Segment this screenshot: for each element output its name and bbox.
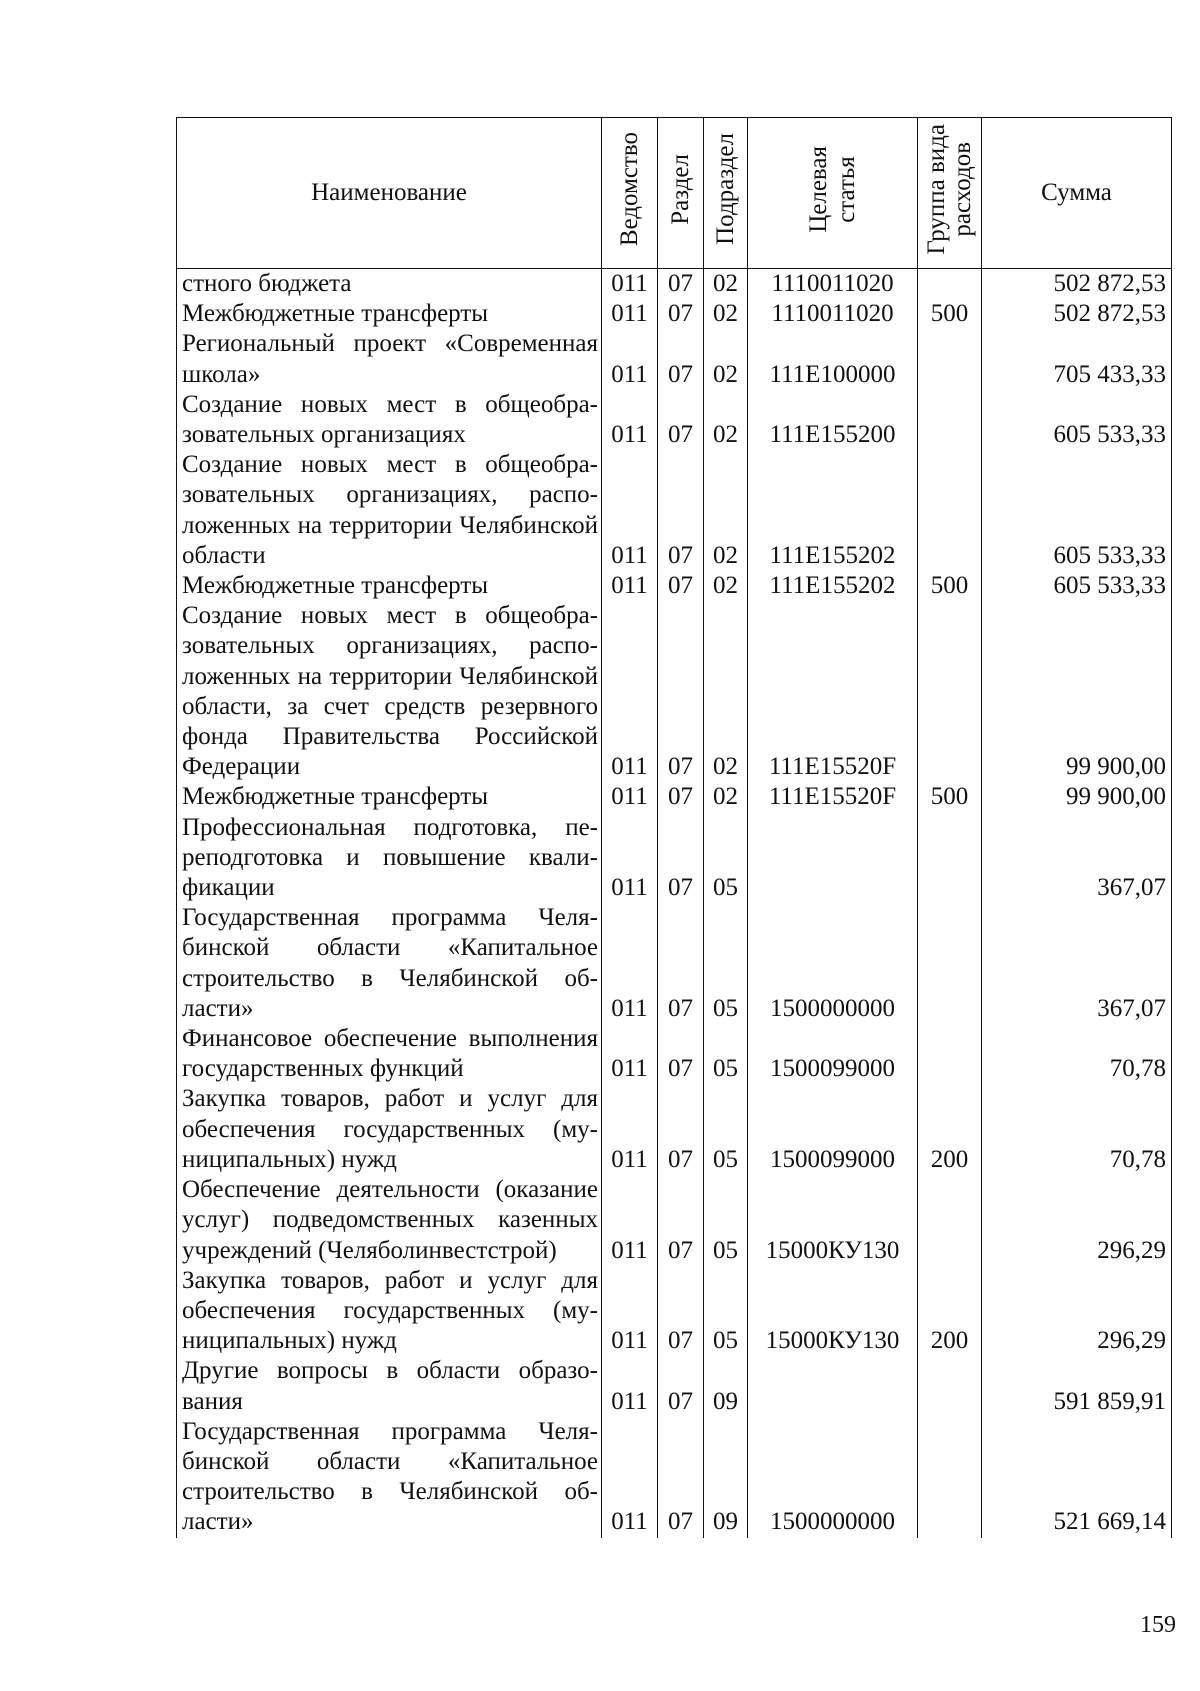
row-celevaya-cell — [748, 813, 918, 904]
row-razdel-cell: 07 — [658, 1024, 704, 1084]
row-gruppa-cell — [918, 813, 982, 904]
table-row — [177, 1417, 1172, 1538]
row-ved-cell: 011 — [602, 571, 658, 601]
header-gruppa — [918, 118, 982, 269]
page-number: 159 — [1140, 1612, 1176, 1638]
header-razdel-label: Раздел — [666, 153, 694, 225]
row-razdel-cell: 07 — [658, 299, 704, 329]
budget-table — [176, 117, 1172, 1538]
row-summa-cell: 591 859,91 — [982, 1356, 1172, 1416]
header-podrazdel — [704, 118, 748, 269]
row-name-cell: Финансовое обеспечение выполнения государственных функций — [177, 1024, 602, 1084]
table-row — [177, 1175, 1172, 1266]
table-row — [177, 813, 1172, 904]
row-podrazdel-cell: 05 — [704, 1084, 748, 1175]
row-name-cell: Закупка товаров, работ и услуг для обеспечения государственных (муниципальных) нужд — [177, 1084, 602, 1175]
row-name-cell: Региональный проект «Современная школа» — [177, 329, 602, 389]
row-celevaya-cell: 111E15520F — [748, 782, 918, 812]
row-ved-cell: 011 — [602, 329, 658, 389]
row-podrazdel-cell: 02 — [704, 390, 748, 450]
row-name-cell: Закупка товаров, работ и услуг для обеспечения государственных (муниципальных) нужд — [177, 1266, 602, 1357]
row-name-cell: Создание новых мест в общеобразовательных организациях, расположенных на территории Челябинской области — [177, 450, 602, 571]
row-ved-cell: 011 — [602, 601, 658, 782]
row-razdel-cell: 07 — [658, 782, 704, 812]
row-summa-cell: 70,78 — [982, 1084, 1172, 1175]
row-gruppa-cell — [918, 1356, 982, 1416]
row-summa-cell: 605 533,33 — [982, 390, 1172, 450]
row-podrazdel-cell: 02 — [704, 571, 748, 601]
row-ved-cell: 011 — [602, 1175, 658, 1266]
row-celevaya-cell — [748, 1356, 918, 1416]
table-row — [177, 782, 1172, 812]
row-name-cell: Межбюджетные трансферты — [177, 782, 602, 812]
row-summa-cell: 502 872,53 — [982, 269, 1172, 300]
header-podrazdel-label: Подраздел — [711, 132, 739, 245]
table-header — [177, 118, 1172, 269]
row-razdel-cell: 07 — [658, 450, 704, 571]
row-celevaya-cell: 111E155202 — [748, 450, 918, 571]
row-razdel-cell: 07 — [658, 390, 704, 450]
row-razdel-cell: 07 — [658, 269, 704, 300]
row-gruppa-cell — [918, 1175, 982, 1266]
table-row — [177, 1266, 1172, 1357]
table-row — [177, 450, 1172, 571]
row-gruppa-cell — [918, 390, 982, 450]
row-ved-cell: 011 — [602, 903, 658, 1024]
header-gruppa-line2: расходов — [948, 141, 976, 237]
row-podrazdel-cell: 05 — [704, 1175, 748, 1266]
row-razdel-cell: 07 — [658, 903, 704, 1024]
row-ved-cell: 011 — [602, 390, 658, 450]
row-razdel-cell: 07 — [658, 571, 704, 601]
header-celevaya-label — [805, 146, 861, 233]
header-celevaya-line2: статья — [832, 155, 860, 223]
row-gruppa-cell: 500 — [918, 782, 982, 812]
row-razdel-cell: 07 — [658, 601, 704, 782]
row-summa-cell: 502 872,53 — [982, 299, 1172, 329]
row-summa-cell: 705 433,33 — [982, 329, 1172, 389]
header-gruppa-label — [924, 124, 976, 255]
row-razdel-cell: 07 — [658, 1417, 704, 1538]
row-name-cell: Обеспечение деятельности (оказание услуг) подведомственных казенных учреждений (Челяболинвестстрой) — [177, 1175, 602, 1266]
row-summa-cell: 70,78 — [982, 1024, 1172, 1084]
table-body — [177, 269, 1172, 1538]
header-celevaya — [748, 118, 918, 269]
row-ved-cell: 011 — [602, 1417, 658, 1538]
row-gruppa-cell: 500 — [918, 299, 982, 329]
row-celevaya-cell: 1500000000 — [748, 903, 918, 1024]
row-celevaya-cell: 1500000000 — [748, 1417, 918, 1538]
row-podrazdel-cell: 05 — [704, 903, 748, 1024]
row-summa-cell: 367,07 — [982, 813, 1172, 904]
row-celevaya-cell: 111E155200 — [748, 390, 918, 450]
row-summa-cell: 296,29 — [982, 1266, 1172, 1357]
row-razdel-cell: 07 — [658, 1266, 704, 1357]
row-podrazdel-cell: 02 — [704, 329, 748, 389]
row-summa-cell: 99 900,00 — [982, 601, 1172, 782]
header-celevaya-line1: Целевая — [804, 145, 832, 233]
row-gruppa-cell — [918, 1024, 982, 1084]
row-celevaya-cell: 1110011020 — [748, 269, 918, 300]
row-gruppa-cell: 200 — [918, 1266, 982, 1357]
table-row — [177, 1024, 1172, 1084]
row-razdel-cell: 07 — [658, 813, 704, 904]
row-gruppa-cell: 200 — [918, 1084, 982, 1175]
row-razdel-cell: 07 — [658, 1084, 704, 1175]
row-name-cell: стного бюджета — [177, 269, 602, 300]
row-gruppa-cell — [918, 903, 982, 1024]
row-ved-cell: 011 — [602, 782, 658, 812]
row-podrazdel-cell: 05 — [704, 1266, 748, 1357]
row-name-cell: Государственная программа Челябинской области «Капитальное строительство в Челябинской области» — [177, 1417, 602, 1538]
row-podrazdel-cell: 09 — [704, 1356, 748, 1416]
row-summa-cell: 99 900,00 — [982, 782, 1172, 812]
row-celevaya-cell: 1110011020 — [748, 299, 918, 329]
row-gruppa-cell — [918, 269, 982, 300]
table-row — [177, 1356, 1172, 1416]
row-name-cell: Создание новых мест в общеобразовательных организациях, расположенных на территории Челябинской области, за счет средств резервного фонда Правительства Российской Федерации — [177, 601, 602, 782]
table-row — [177, 390, 1172, 450]
table-row — [177, 329, 1172, 389]
row-ved-cell: 011 — [602, 813, 658, 904]
row-summa-cell: 605 533,33 — [982, 450, 1172, 571]
header-summa: Сумма — [982, 118, 1172, 269]
row-gruppa-cell — [918, 1417, 982, 1538]
header-gruppa-line1: Группа вида — [922, 123, 950, 255]
row-gruppa-cell — [918, 601, 982, 782]
table-row — [177, 269, 1172, 300]
row-gruppa-cell: 500 — [918, 571, 982, 601]
row-gruppa-cell — [918, 450, 982, 571]
row-razdel-cell: 07 — [658, 1356, 704, 1416]
row-name-cell: Межбюджетные трансферты — [177, 571, 602, 601]
row-name-cell: Государственная программа Челябинской области «Капитальное строительство в Челябинской области» — [177, 903, 602, 1024]
row-podrazdel-cell: 02 — [704, 299, 748, 329]
row-ved-cell: 011 — [602, 299, 658, 329]
row-podrazdel-cell: 02 — [704, 782, 748, 812]
table-row — [177, 1084, 1172, 1175]
row-ved-cell: 011 — [602, 269, 658, 300]
row-gruppa-cell — [918, 329, 982, 389]
header-razdel — [658, 118, 704, 269]
row-ved-cell: 011 — [602, 1024, 658, 1084]
row-ved-cell: 011 — [602, 1356, 658, 1416]
header-ved-label: Ведомство — [615, 131, 643, 246]
header-name: Наименование — [177, 118, 602, 269]
row-razdel-cell: 07 — [658, 1175, 704, 1266]
row-name-cell: Создание новых мест в общеобразовательных организациях — [177, 390, 602, 450]
row-ved-cell: 011 — [602, 1084, 658, 1175]
row-podrazdel-cell: 09 — [704, 1417, 748, 1538]
row-name-cell: Межбюджетные трансферты — [177, 299, 602, 329]
header-ved — [602, 118, 658, 269]
table-row — [177, 571, 1172, 601]
row-summa-cell: 367,07 — [982, 903, 1172, 1024]
row-name-cell: Профессиональная подготовка, переподготовка и повышение квалификации — [177, 813, 602, 904]
table-row — [177, 903, 1172, 1024]
row-podrazdel-cell: 02 — [704, 450, 748, 571]
row-razdel-cell: 07 — [658, 329, 704, 389]
row-celevaya-cell: 1500099000 — [748, 1024, 918, 1084]
row-podrazdel-cell: 05 — [704, 1024, 748, 1084]
row-summa-cell: 605 533,33 — [982, 571, 1172, 601]
row-ved-cell: 011 — [602, 450, 658, 571]
table-row — [177, 299, 1172, 329]
row-celevaya-cell: 111E100000 — [748, 329, 918, 389]
row-celevaya-cell: 15000КУ130 — [748, 1266, 918, 1357]
row-celevaya-cell: 1500099000 — [748, 1084, 918, 1175]
row-celevaya-cell: 111E155202 — [748, 571, 918, 601]
row-summa-cell: 296,29 — [982, 1175, 1172, 1266]
row-celevaya-cell: 15000КУ130 — [748, 1175, 918, 1266]
row-podrazdel-cell: 02 — [704, 601, 748, 782]
row-podrazdel-cell: 02 — [704, 269, 748, 300]
row-celevaya-cell: 111E15520F — [748, 601, 918, 782]
row-ved-cell: 011 — [602, 1266, 658, 1357]
row-summa-cell: 521 669,14 — [982, 1417, 1172, 1538]
row-podrazdel-cell: 05 — [704, 813, 748, 904]
table-row — [177, 601, 1172, 782]
row-name-cell: Другие вопросы в области образования — [177, 1356, 602, 1416]
